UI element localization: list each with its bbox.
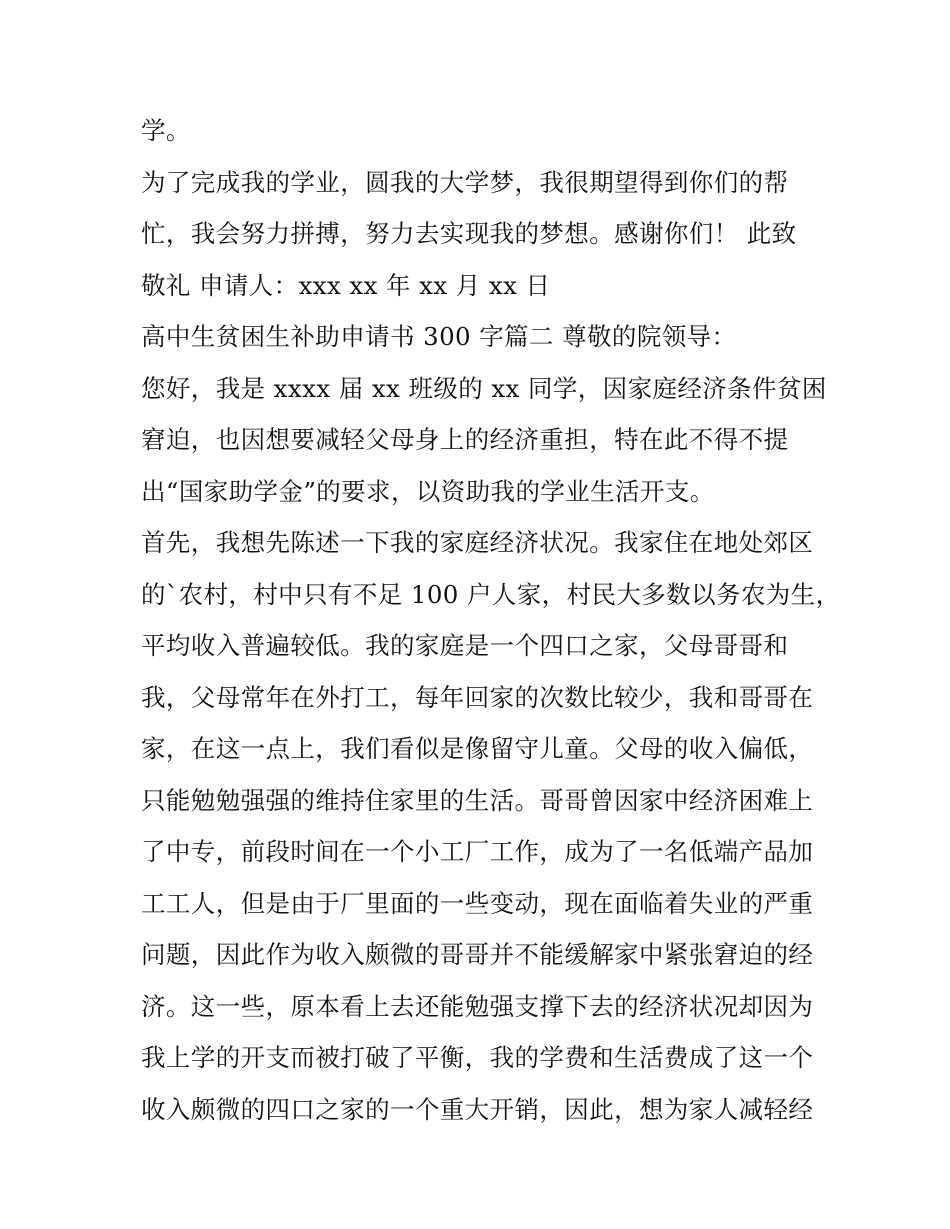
text-line: 家，在这一点上，我们看似是像留守儿童。父母的收入偏低， (141, 734, 814, 763)
text-line: 首先，我想先陈述一下我的家庭经济状况。我家住在地处郊区 (141, 528, 814, 557)
text-line: 的`农村，村中只有不足 100 户人家，村民大多数以务农为生， (141, 579, 841, 609)
text-line: 我上学的开支而被打破了平衡，我的学费和生活费成了这一个 (141, 1043, 814, 1072)
text-line: 济。这一些，原本看上去还能勉强支撑下去的经济状况却因为 (141, 991, 814, 1021)
signature-line: 敬礼 申请人：xxx xx 年 xx 月 xx 日 (141, 270, 551, 300)
text-line: 出“国家助学金”的要求，以资助我的学业生活开支。 (141, 476, 715, 506)
text-line: 学。 (141, 116, 191, 145)
text-line: 问题，因此作为收入颇微的哥哥并不能缓解家中紧张窘迫的经 (141, 940, 814, 969)
text-line: 我，父母常年在外打工，每年回家的次数比较少，我和哥哥在 (141, 682, 814, 712)
section-heading-line: 高中生贫困生补助申请书 300 字篇二 尊敬的院领导： (141, 322, 737, 351)
text-line: 为了完成我的学业，圆我的大学梦，我很期望得到你们的帮 (141, 167, 789, 197)
text-line: 忙，我会努力拼搏，努力去实现我的梦想。感谢你们！ 此致 (141, 219, 797, 248)
text-line: 您好，我是 xxxx 届 xx 班级的 xx 同学，因家庭经济条件贫困 (141, 373, 827, 403)
text-line: 收入颇微的四口之家的一个重大开销，因此，想为家人减轻经 (141, 1094, 814, 1124)
document-body (141, 105, 841, 1135)
text-line: 窘迫，也因想要减轻父母身上的经济重担，特在此不得不提 (141, 425, 789, 454)
text-line: 只能勉勉强强的维持住家里的生活。哥哥曾因家中经济困难上 (141, 785, 814, 815)
text-line: 平均收入普遍较低。我的家庭是一个四口之家，父母哥哥和 (141, 631, 789, 660)
text-line: 了中专，前段时间在一个小工厂工作，成为了一名低端产品加 (141, 837, 814, 866)
text-line: 工工人，但是由于厂里面的一些变动，现在面临着失业的严重 (141, 888, 814, 918)
